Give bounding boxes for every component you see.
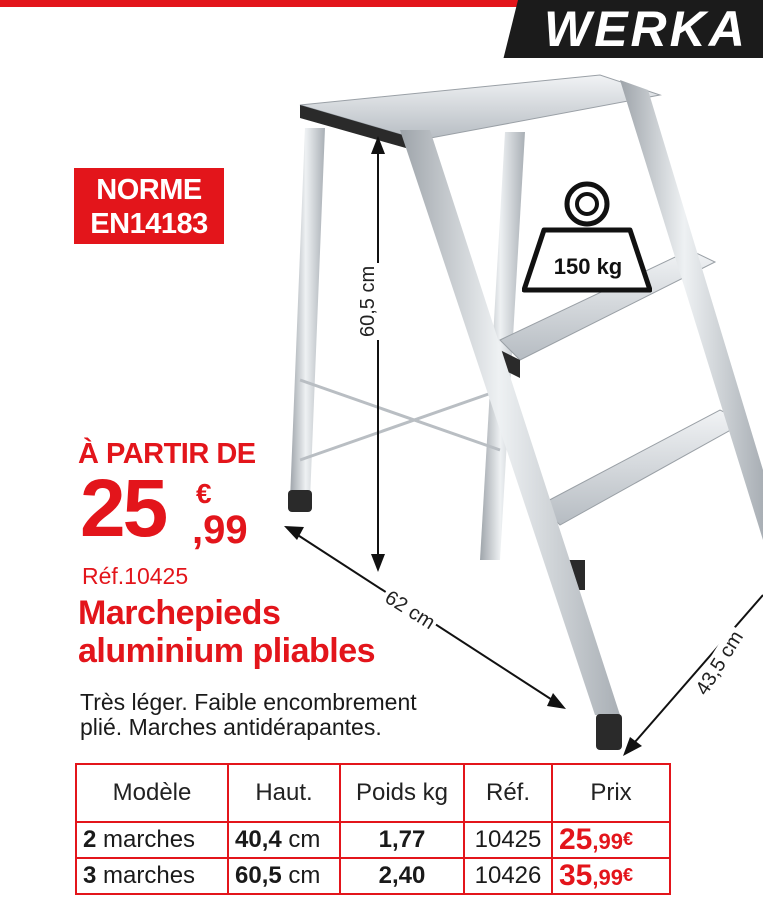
product-title-line1: Marchepieds <box>78 594 281 632</box>
cell-height: 40,4 cm <box>228 822 340 858</box>
depth-arrow <box>628 595 763 750</box>
price-integer: 25 <box>80 463 166 554</box>
cell-height: 60,5 cm <box>228 858 340 894</box>
from-label: À PARTIR DE <box>78 438 256 470</box>
norm-badge-line2: EN14183 <box>90 208 208 240</box>
column-header-model: Modèle <box>76 764 228 822</box>
product-reference: Réf.10425 <box>82 563 189 589</box>
column-header-height: Haut. <box>228 764 340 822</box>
product-description <box>80 690 417 740</box>
depth-dimension-label: 43,5 cm <box>690 625 750 703</box>
product-title-line2: aluminium pliables <box>78 632 376 670</box>
cell-ref: 10426 <box>464 858 552 894</box>
cell-weight: 2,40 <box>340 858 464 894</box>
cell-price: 25,99€ <box>552 822 670 858</box>
brand-logo: WERKA <box>544 1 748 57</box>
price-decimal: ,99 <box>192 508 248 552</box>
column-header-price: Prix <box>552 764 670 822</box>
price-currency: € <box>196 478 212 509</box>
brace <box>300 390 500 460</box>
foot <box>596 714 622 750</box>
cell-ref: 10425 <box>464 822 552 858</box>
norm-badge <box>74 168 224 244</box>
product-description-line2: plié. Marches antidérapantes. <box>80 714 382 740</box>
brace <box>300 380 500 450</box>
table-row <box>76 822 670 858</box>
cell-price: 35,99€ <box>552 858 670 894</box>
foot <box>288 490 312 512</box>
price-table <box>75 763 671 895</box>
norm-badge-line1: NORME <box>96 174 202 206</box>
cell-model: 3 marches <box>76 858 228 894</box>
cell-weight: 1,77 <box>340 822 464 858</box>
height-dimension-label: 60,5 cm <box>357 263 380 340</box>
step-2 <box>540 410 745 525</box>
column-header-weight: Poids kg <box>340 764 464 822</box>
back-leg-left <box>290 128 325 500</box>
product-description-line1: Très léger. Faible encombrement <box>80 689 417 715</box>
column-header-ref: Réf. <box>464 764 552 822</box>
width-dimension-label: 62 cm <box>378 585 441 637</box>
table-row <box>76 858 670 894</box>
cell-model: 2 marches <box>76 822 228 858</box>
product-title <box>78 594 375 670</box>
table-header-row <box>76 764 670 822</box>
weight-capacity-label: 150 kg <box>553 254 623 279</box>
